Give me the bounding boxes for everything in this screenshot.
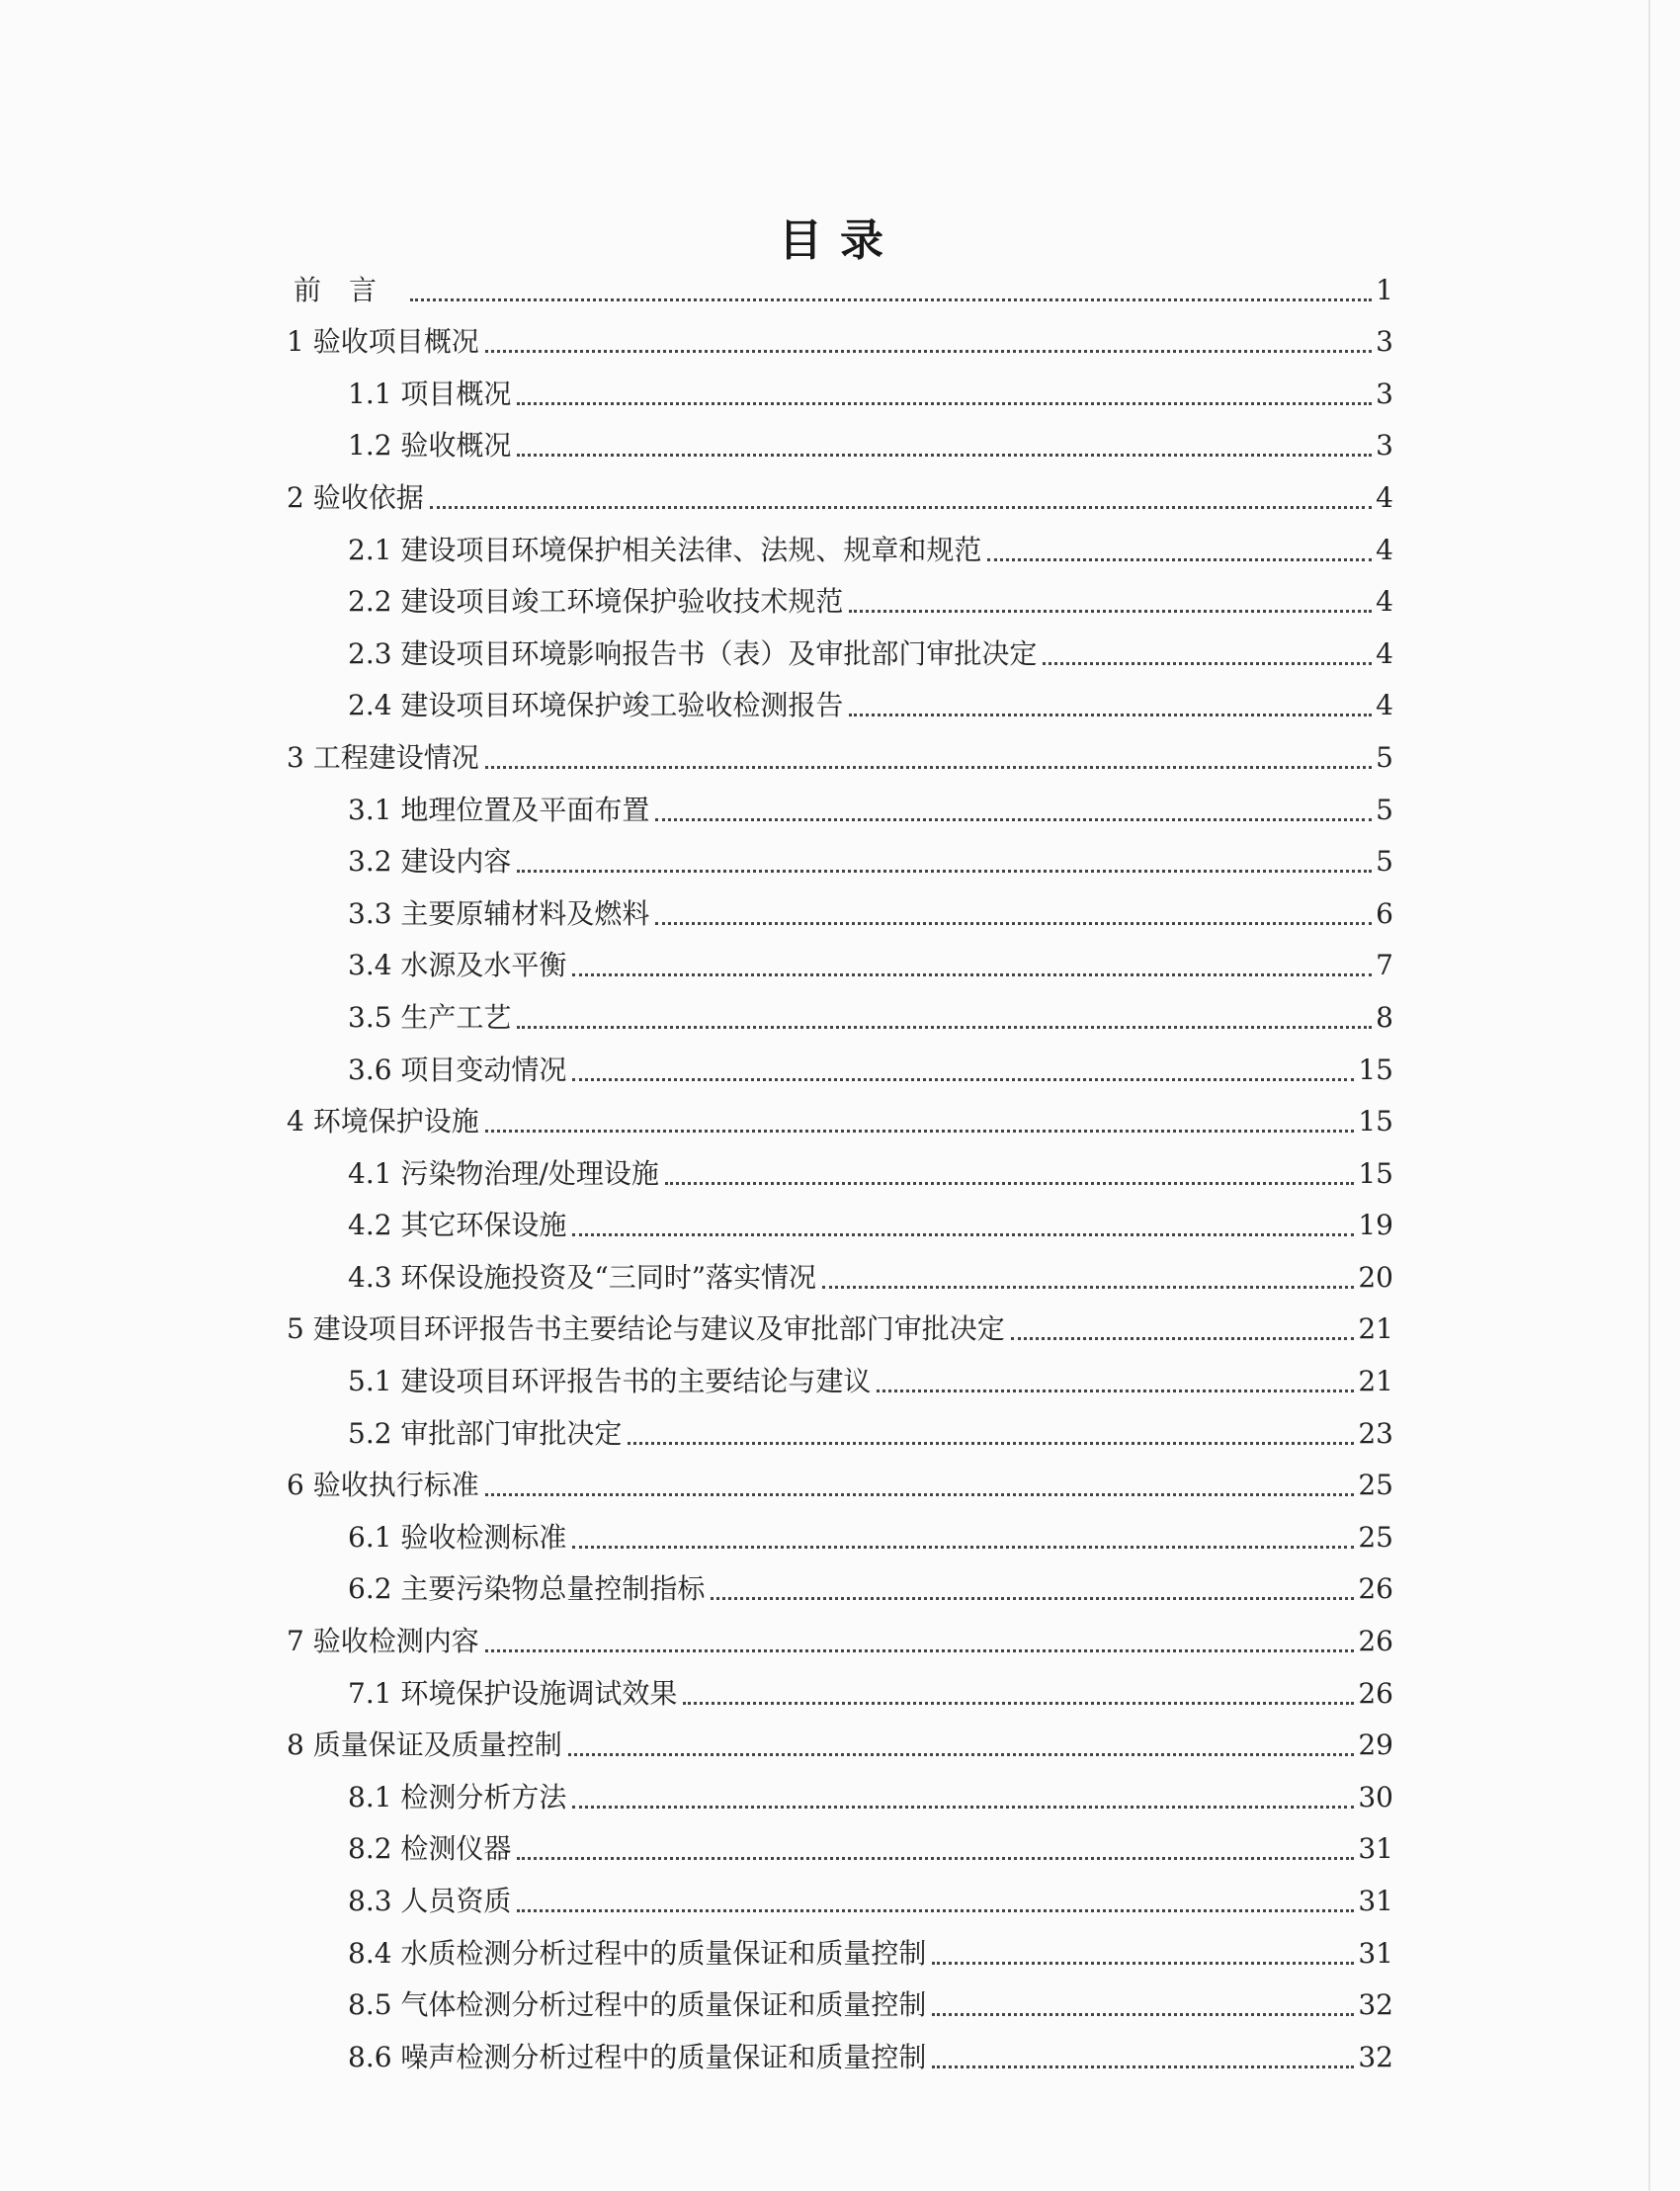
dot-leader xyxy=(485,1130,1355,1133)
toc-entry-label: 4 环境保护设施 xyxy=(287,1105,479,1138)
dot-leader xyxy=(485,1493,1355,1496)
toc-entry[interactable] xyxy=(0,671,1680,723)
toc-entry-label: 8 质量保证及质量控制 xyxy=(287,1728,562,1762)
dot-leader xyxy=(572,1806,1354,1809)
toc-entry-page-number: 8 xyxy=(1376,1000,1393,1034)
toc-entry-label: 3.6 项目变动情况 xyxy=(348,1053,567,1086)
toc-entry[interactable] xyxy=(0,1555,1680,1607)
dot-leader xyxy=(683,1702,1354,1705)
toc-entry-page-number: 21 xyxy=(1358,1312,1393,1346)
toc-entry-page-number: 19 xyxy=(1358,1209,1393,1242)
toc-entry-page-number: 25 xyxy=(1358,1469,1393,1502)
toc-entry[interactable] xyxy=(0,982,1680,1035)
toc-entry[interactable] xyxy=(0,1762,1680,1814)
toc-entry-label: 8.3 人员资质 xyxy=(348,1885,512,1917)
toc-entry[interactable] xyxy=(0,827,1680,880)
toc-entry-label: 2.4 建设项目环境保护竣工验收检测报告 xyxy=(348,689,844,722)
toc-entry-page-number: 20 xyxy=(1358,1260,1393,1294)
dot-leader xyxy=(430,506,1372,509)
toc-entry[interactable] xyxy=(0,1606,1680,1658)
toc-entry-label: 前言 xyxy=(294,273,405,306)
toc-entry-page-number: 4 xyxy=(1376,480,1393,514)
dot-leader xyxy=(932,2013,1354,2016)
toc-entry-page-number: 29 xyxy=(1358,1728,1393,1762)
toc-entry[interactable] xyxy=(0,515,1680,567)
dot-leader xyxy=(572,973,1372,976)
toc-entry[interactable] xyxy=(0,1138,1680,1191)
toc-entry-label: 2.1 建设项目环境保护相关法律、法规、规章和规范 xyxy=(348,533,982,566)
toc-entry[interactable] xyxy=(0,1346,1680,1398)
dot-leader xyxy=(987,558,1372,561)
toc-entry-label: 1 验收项目概况 xyxy=(287,325,479,359)
toc-entry[interactable] xyxy=(0,359,1680,411)
toc-entry-label: 5.2 审批部门审批决定 xyxy=(348,1416,623,1450)
toc-entry-label: 4.3 环保设施投资及“三同时”落实情况 xyxy=(348,1260,817,1294)
toc-entry[interactable] xyxy=(0,567,1680,620)
toc-entry-page-number: 6 xyxy=(1376,896,1393,930)
dot-leader xyxy=(568,1753,1355,1756)
toc-entry-page-number: 3 xyxy=(1376,429,1393,463)
dot-leader xyxy=(517,1909,1354,1912)
dot-leader xyxy=(665,1182,1354,1185)
toc-entry-label: 5.1 建设项目环评报告书的主要结论与建议 xyxy=(348,1365,872,1398)
dot-leader xyxy=(485,766,1372,769)
toc-entry-label: 3 工程建设情况 xyxy=(287,740,479,774)
toc-entry-label: 7 验收检测内容 xyxy=(287,1625,479,1658)
dot-leader xyxy=(572,1078,1354,1081)
table-of-contents xyxy=(0,255,1680,2074)
toc-entry[interactable] xyxy=(0,1398,1680,1451)
toc-entry[interactable] xyxy=(0,463,1680,515)
toc-entry[interactable] xyxy=(0,1191,1680,1243)
dot-leader xyxy=(655,922,1372,925)
toc-entry[interactable] xyxy=(0,775,1680,827)
toc-entry[interactable] xyxy=(0,1242,1680,1295)
dot-leader xyxy=(932,2065,1354,2068)
toc-entry[interactable] xyxy=(0,255,1680,307)
toc-entry-label: 2.3 建设项目环境影响报告书（表）及审批部门审批决定 xyxy=(348,636,1038,670)
toc-entry-page-number: 5 xyxy=(1376,845,1393,879)
toc-entry-label: 8.1 检测分析方法 xyxy=(348,1780,567,1813)
toc-entry[interactable] xyxy=(0,307,1680,360)
toc-entry-label: 6.2 主要污染物总量控制指标 xyxy=(348,1572,706,1606)
toc-entry-label: 8.5 气体检测分析过程中的质量保证和质量控制 xyxy=(348,1988,927,2022)
toc-entry-page-number: 4 xyxy=(1376,585,1393,619)
toc-entry-page-number: 15 xyxy=(1358,1105,1393,1138)
toc-entry-label: 2.2 建设项目竣工环境保护验收技术规范 xyxy=(348,585,844,619)
dot-leader xyxy=(485,1649,1355,1652)
dot-leader xyxy=(517,454,1372,457)
toc-entry-label: 8.6 噪声检测分析过程中的质量保证和质量控制 xyxy=(348,2040,927,2073)
dot-leader xyxy=(485,350,1372,353)
toc-entry-page-number: 4 xyxy=(1376,689,1393,722)
toc-entry-page-number: 5 xyxy=(1376,793,1393,826)
toc-entry-page-number: 25 xyxy=(1358,1520,1393,1554)
dot-leader xyxy=(517,1026,1372,1029)
toc-entry-label: 6.1 验收检测标准 xyxy=(348,1520,567,1554)
dot-leader xyxy=(517,1857,1354,1860)
toc-entry-page-number: 30 xyxy=(1358,1780,1393,1813)
toc-entry-page-number: 26 xyxy=(1358,1625,1393,1658)
toc-entry[interactable] xyxy=(0,722,1680,775)
toc-entry-label: 1.2 验收概况 xyxy=(348,429,512,463)
toc-entry-label: 3.1 地理位置及平面布置 xyxy=(348,793,650,826)
page-title: 目录 xyxy=(779,215,901,267)
toc-entry-page-number: 26 xyxy=(1358,1676,1393,1710)
toc-entry-label: 8.4 水质检测分析过程中的质量保证和质量控制 xyxy=(348,1936,927,1970)
toc-entry-page-number: 3 xyxy=(1376,325,1393,359)
toc-entry-label: 1.1 项目概况 xyxy=(348,377,512,410)
dot-leader xyxy=(849,714,1372,716)
dot-leader xyxy=(655,818,1372,821)
toc-entry[interactable] xyxy=(0,1295,1680,1347)
toc-entry[interactable] xyxy=(0,1035,1680,1087)
toc-entry-label: 6 验收执行标准 xyxy=(287,1469,479,1502)
toc-entry-page-number: 32 xyxy=(1358,1988,1393,2022)
dot-leader xyxy=(1043,662,1372,665)
toc-entry-page-number: 7 xyxy=(1376,949,1393,982)
toc-entry[interactable] xyxy=(0,619,1680,671)
toc-entry[interactable] xyxy=(0,1451,1680,1503)
toc-entry-label: 2 验收依据 xyxy=(287,480,424,514)
toc-entry[interactable] xyxy=(0,1502,1680,1555)
toc-entry-page-number: 31 xyxy=(1358,1885,1393,1917)
toc-entry-page-number: 4 xyxy=(1376,636,1393,670)
dot-leader xyxy=(628,1442,1354,1445)
dot-leader xyxy=(410,298,1372,301)
toc-entry-label: 3.5 生产工艺 xyxy=(348,1000,512,1034)
dot-leader xyxy=(517,402,1372,405)
toc-entry-page-number: 15 xyxy=(1358,1156,1393,1190)
toc-entry-page-number: 21 xyxy=(1358,1365,1393,1398)
dot-leader xyxy=(822,1286,1354,1289)
toc-entry[interactable] xyxy=(0,1658,1680,1711)
toc-entry-page-number: 5 xyxy=(1376,740,1393,774)
dot-leader xyxy=(849,610,1372,613)
toc-entry[interactable] xyxy=(0,411,1680,463)
toc-entry-page-number: 23 xyxy=(1358,1416,1393,1450)
toc-entry-page-number: 4 xyxy=(1376,533,1393,566)
toc-entry[interactable] xyxy=(0,1971,1680,2023)
toc-entry-page-number: 26 xyxy=(1358,1572,1393,1606)
toc-entry-label: 4.2 其它环保设施 xyxy=(348,1209,567,1242)
toc-entry[interactable] xyxy=(0,931,1680,983)
dot-leader xyxy=(572,1546,1354,1549)
toc-entry-page-number: 31 xyxy=(1358,1936,1393,1970)
toc-entry-page-number: 3 xyxy=(1376,377,1393,410)
toc-entry[interactable] xyxy=(0,1711,1680,1763)
toc-entry[interactable] xyxy=(0,1918,1680,1971)
toc-entry-label: 3.2 建设内容 xyxy=(348,845,512,879)
toc-entry[interactable] xyxy=(0,1814,1680,1867)
toc-entry[interactable] xyxy=(0,1087,1680,1139)
toc-entry-label: 8.2 检测仪器 xyxy=(348,1832,512,1866)
toc-entry-page-number: 15 xyxy=(1358,1053,1393,1086)
toc-entry[interactable] xyxy=(0,879,1680,931)
toc-entry-label: 4.1 污染物治理/处理设施 xyxy=(348,1156,659,1190)
toc-entry-page-number: 1 xyxy=(1376,273,1393,306)
dot-leader xyxy=(517,870,1372,873)
toc-entry-page-number: 32 xyxy=(1358,2040,1393,2073)
toc-entry-page-number: 31 xyxy=(1358,1832,1393,1866)
dot-leader xyxy=(1011,1337,1355,1340)
toc-entry-label: 7.1 环境保护设施调试效果 xyxy=(348,1676,678,1710)
toc-entry-label: 5 建设项目环评报告书主要结论与建议及审批部门审批决定 xyxy=(287,1312,1005,1346)
dot-leader xyxy=(932,1962,1354,1965)
toc-entry[interactable] xyxy=(0,1866,1680,1918)
toc-entry-label: 3.3 主要原辅材料及燃料 xyxy=(348,896,650,930)
toc-entry[interactable] xyxy=(0,2022,1680,2074)
toc-entry-label: 3.4 水源及水平衡 xyxy=(348,949,567,982)
dot-leader xyxy=(572,1233,1354,1236)
dot-leader xyxy=(877,1390,1354,1392)
dot-leader xyxy=(711,1597,1354,1600)
